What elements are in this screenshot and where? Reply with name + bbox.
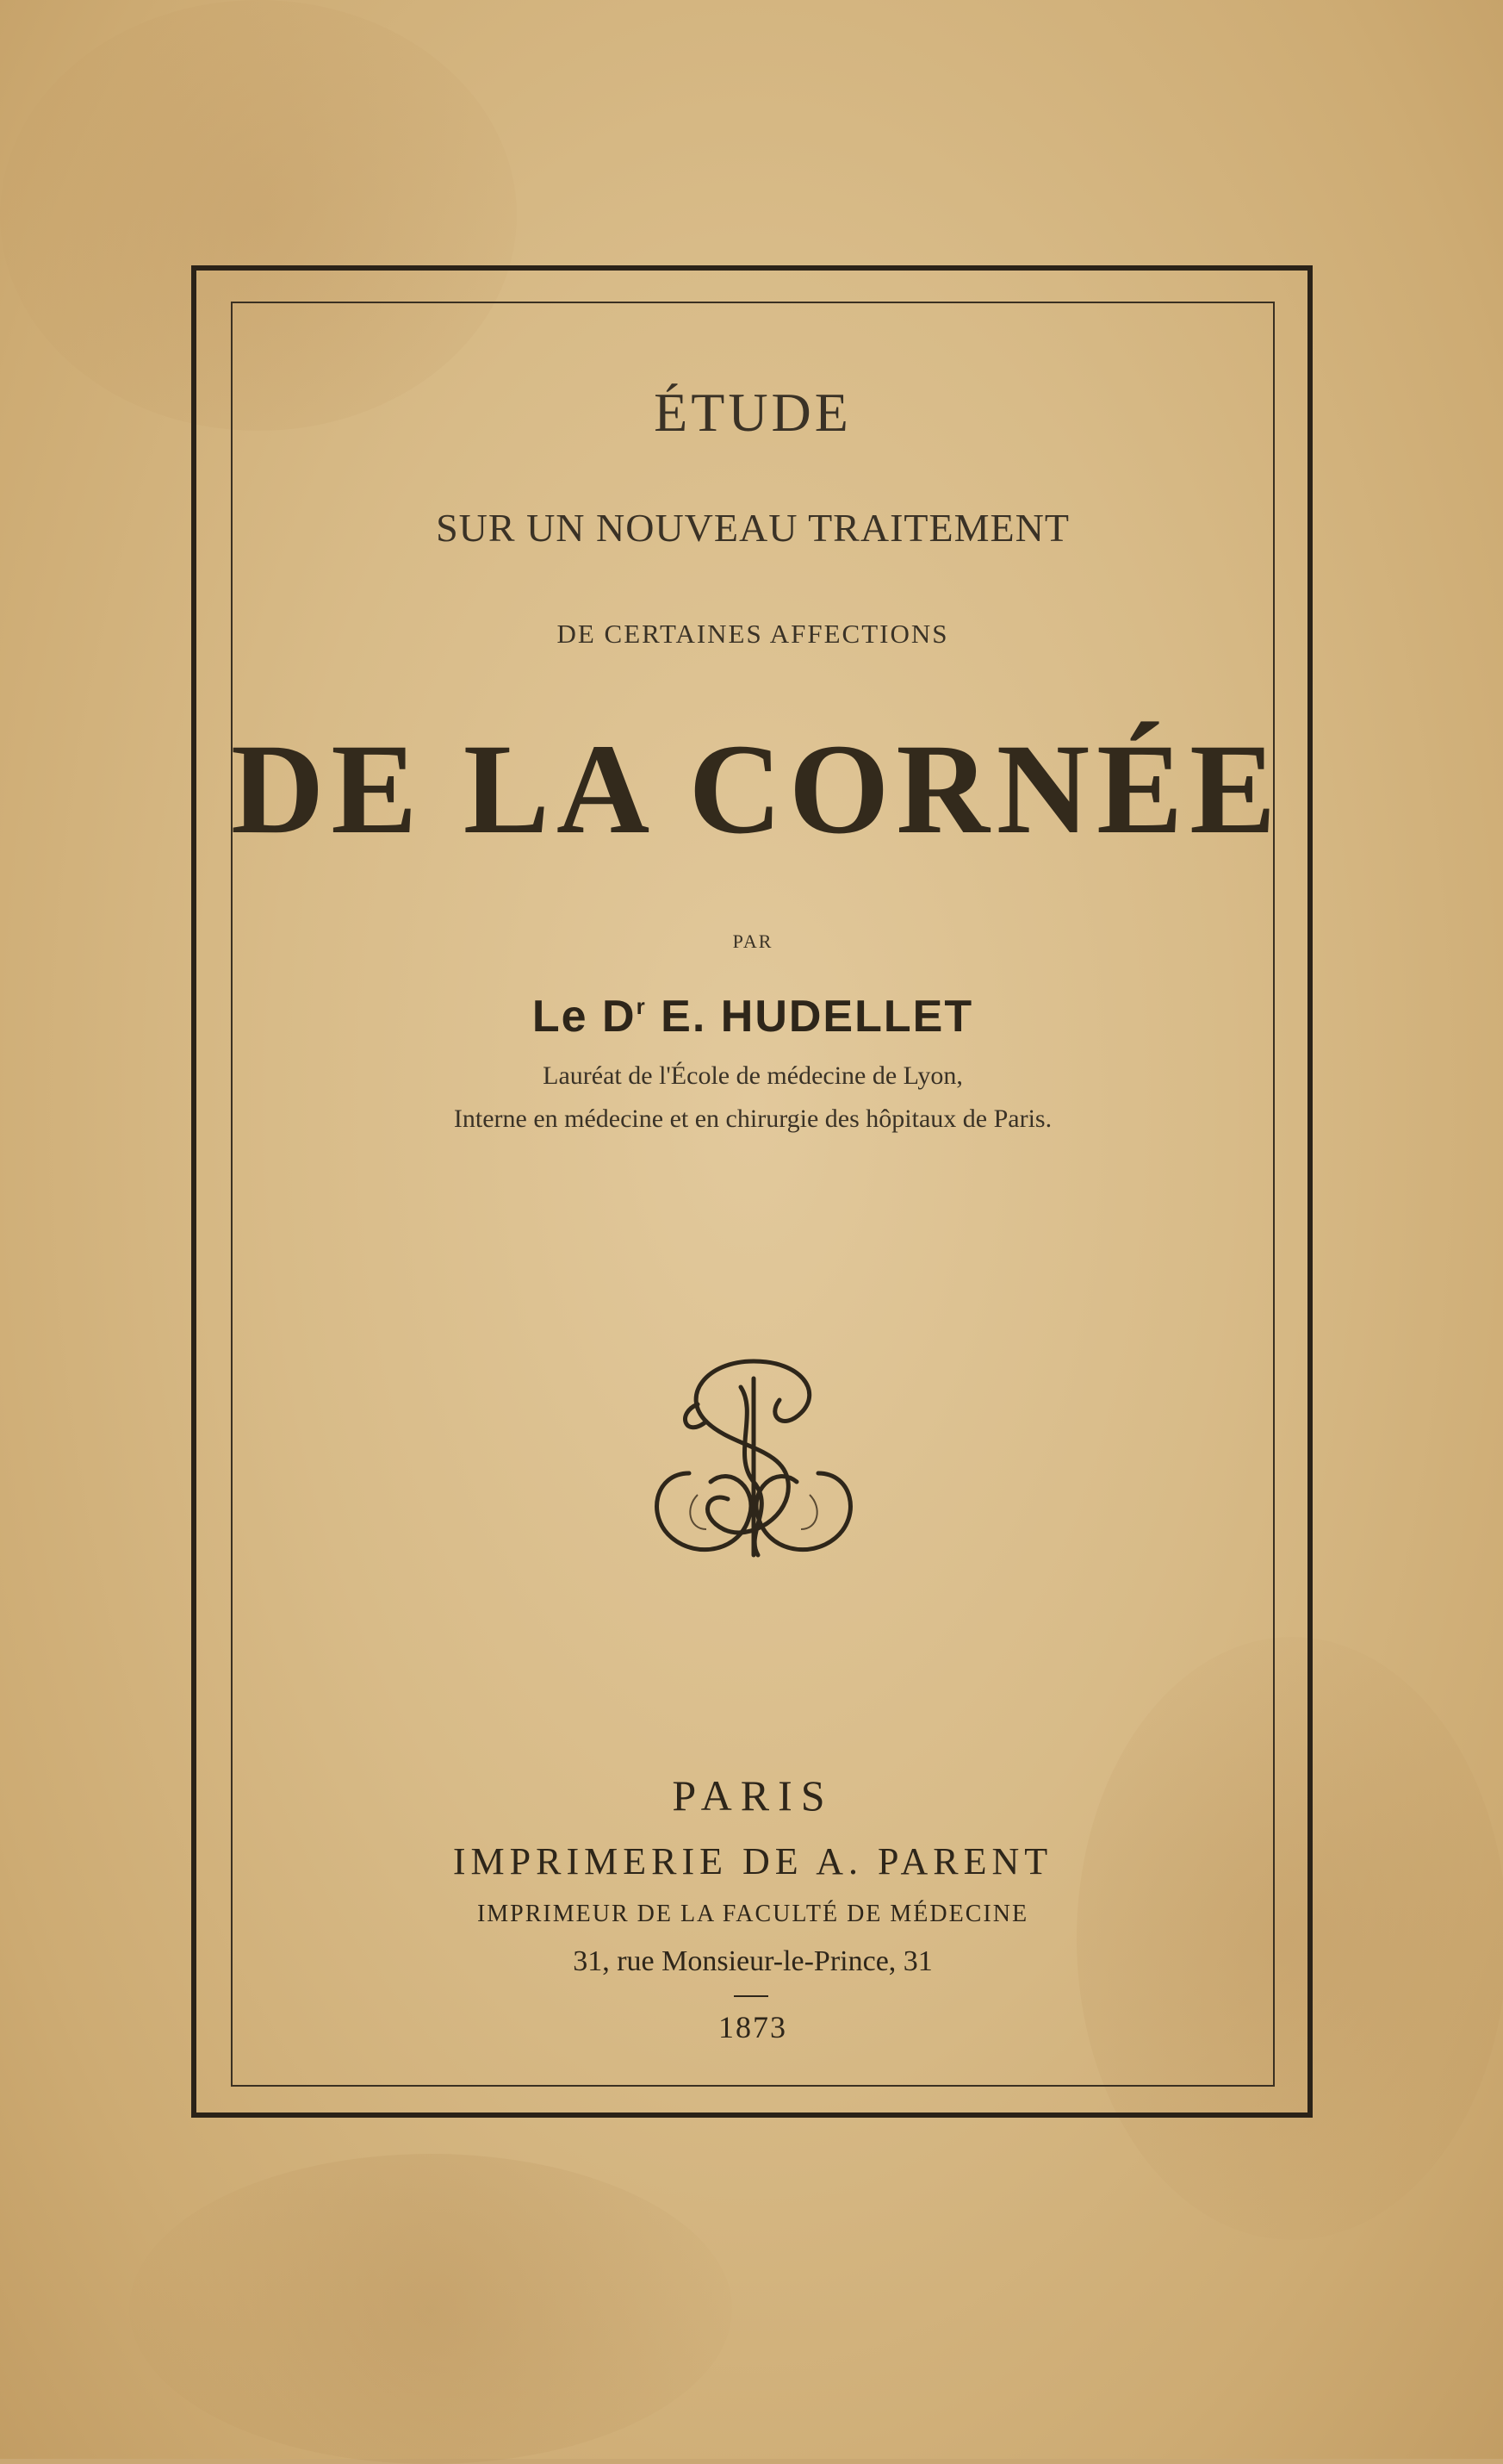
paper-stain [129, 2154, 732, 2464]
par-label: PAR [732, 930, 773, 952]
author-credential-1: Lauréat de l'École de médecine de Lyon, [543, 1061, 963, 1090]
heading-etude: ÉTUDE [654, 382, 852, 443]
author-name [231, 991, 1275, 1042]
subtitle-line-1: SUR UN NOUVEAU TRAITEMENT [436, 506, 1070, 550]
publisher-city: PARIS [672, 1771, 834, 1820]
author-prefix: Le D [531, 992, 637, 1042]
publication-year: 1873 [718, 2010, 787, 2044]
author-surname: E. HUDELLET [646, 992, 974, 1042]
author-credential-2: Interne en médecine et en chirurgie des hôpitaux de Paris. [453, 1104, 1053, 1133]
printer-name: IMPRIMERIE DE A. PARENT [452, 1840, 1053, 1882]
ornamental-monogram-icon [637, 1344, 870, 1568]
subtitle-line-2: DE CERTAINES AFFECTIONS [556, 619, 949, 649]
main-title: DE LA CORNÉE [231, 718, 1283, 861]
author-prefix-sup: r [636, 993, 647, 1019]
year-divider [734, 1995, 768, 1997]
printer-title: IMPRIMEUR DE LA FACULTÉ DE MÉDECINE [476, 1901, 1029, 1927]
printer-address: 31, rue Monsieur-le-Prince, 31 [573, 1945, 933, 1977]
